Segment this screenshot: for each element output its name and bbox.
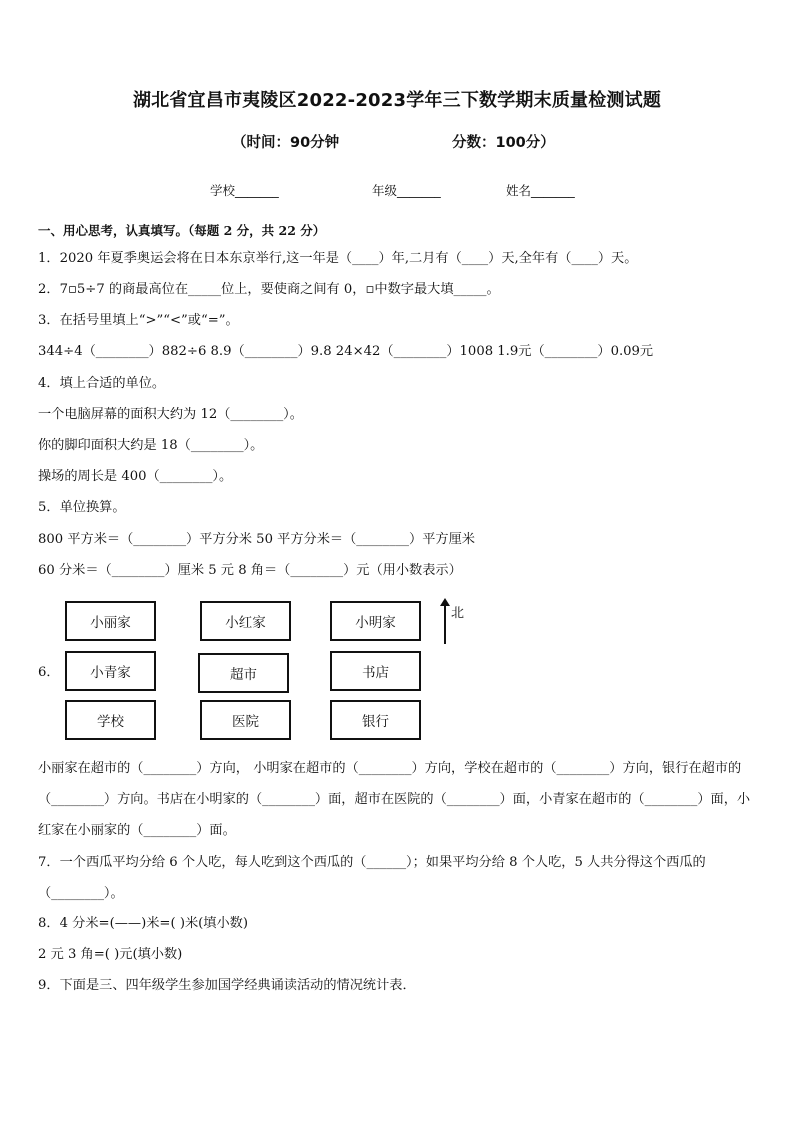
- map-box-bookstore: 书店: [330, 651, 421, 691]
- question-9: 9．下面是三、四年级学生参加国学经典诵读活动的情况统计表．: [38, 978, 416, 993]
- exam-score: 分数：100分）: [452, 135, 555, 151]
- map-box-bank: 银行: [330, 700, 421, 740]
- map-box-supermarket: 超市: [198, 653, 289, 693]
- question-2: 2．7▫5÷7 的商最高位在_____位上，要使商之间有 0，▫中数字最大填_____。: [38, 282, 500, 297]
- map-box-xiaohong-home: 小红家: [200, 601, 291, 641]
- question-5-prompt: 5．单位换算。: [38, 500, 126, 515]
- name-field: 姓名_______: [506, 183, 575, 198]
- map-box-xiaoqing-home: 小青家: [65, 651, 156, 691]
- north-arrow-icon: [444, 602, 446, 644]
- question-5b: 60 分米＝（________）厘米 5 元 8 角＝（________）元（用小数表示）: [38, 563, 462, 578]
- question-4c: 操场的周长是 400（________）。: [38, 469, 233, 484]
- grade-field: 年级_______: [372, 183, 441, 198]
- question-5a: 800 平方米＝（________）平方分米 50 平方分米＝（________）平方厘米: [38, 532, 475, 547]
- map-box-xiaoli-home: 小丽家: [65, 601, 156, 641]
- question-4-prompt: 4．填上合适的单位。: [38, 376, 166, 391]
- question-6-text: 小丽家在超市的（________）方向， 小明家在超市的（________）方向，学校在超市的（________）方向，银行在超市的（________）方向。书店在小明家的（________）面，超市在医院的（________）面，小青家在超市的（________）面，小红家在小丽家的（________）面。: [38, 761, 751, 838]
- question-8b: 2 元 3 角=( )元(填小数): [38, 947, 183, 962]
- section-heading: 一、用心思考，认真填写。（每题 2 分，共 22 分）: [38, 223, 326, 238]
- north-label: 北: [451, 606, 465, 621]
- map-box-school: 学校: [65, 700, 156, 740]
- question-4a: 一个电脑屏幕的面积大约为 12（________）。: [38, 407, 303, 422]
- map-box-hospital: 医院: [200, 700, 291, 740]
- question-3-items: 344÷4（________）882÷6 8.9（________）9.8 24×42（________）1008 1.9元（________）0.09元: [38, 344, 654, 359]
- page-title: 湖北省宜昌市夷陵区2022-2023学年三下数学期末质量检测试题: [132, 90, 662, 111]
- question-1: 1．2020 年夏季奥运会将在日本东京举行,这一年是（____）年,二月有（____）天,全年有（____）天。: [38, 251, 638, 266]
- question-8a: 8．4 分米=(——)米=( )米(填小数): [38, 916, 249, 931]
- map-box-xiaoming-home: 小明家: [330, 601, 421, 641]
- question-3-prompt: 3．在括号里填上“>”“<”或“=”。: [38, 313, 239, 328]
- question-7: 7．一个西瓜平均分给 6 个人吃，每人吃到这个西瓜的（______）；如果平均分给 8 个人吃，5 人共分得这个西瓜的（________）。: [38, 855, 706, 901]
- question-6-number: 6．: [38, 665, 60, 680]
- question-4b: 你的脚印面积大约是 18（________）。: [38, 438, 264, 453]
- school-field: 学校_______: [210, 183, 279, 198]
- exam-time: （时间：90分钟: [232, 135, 340, 151]
